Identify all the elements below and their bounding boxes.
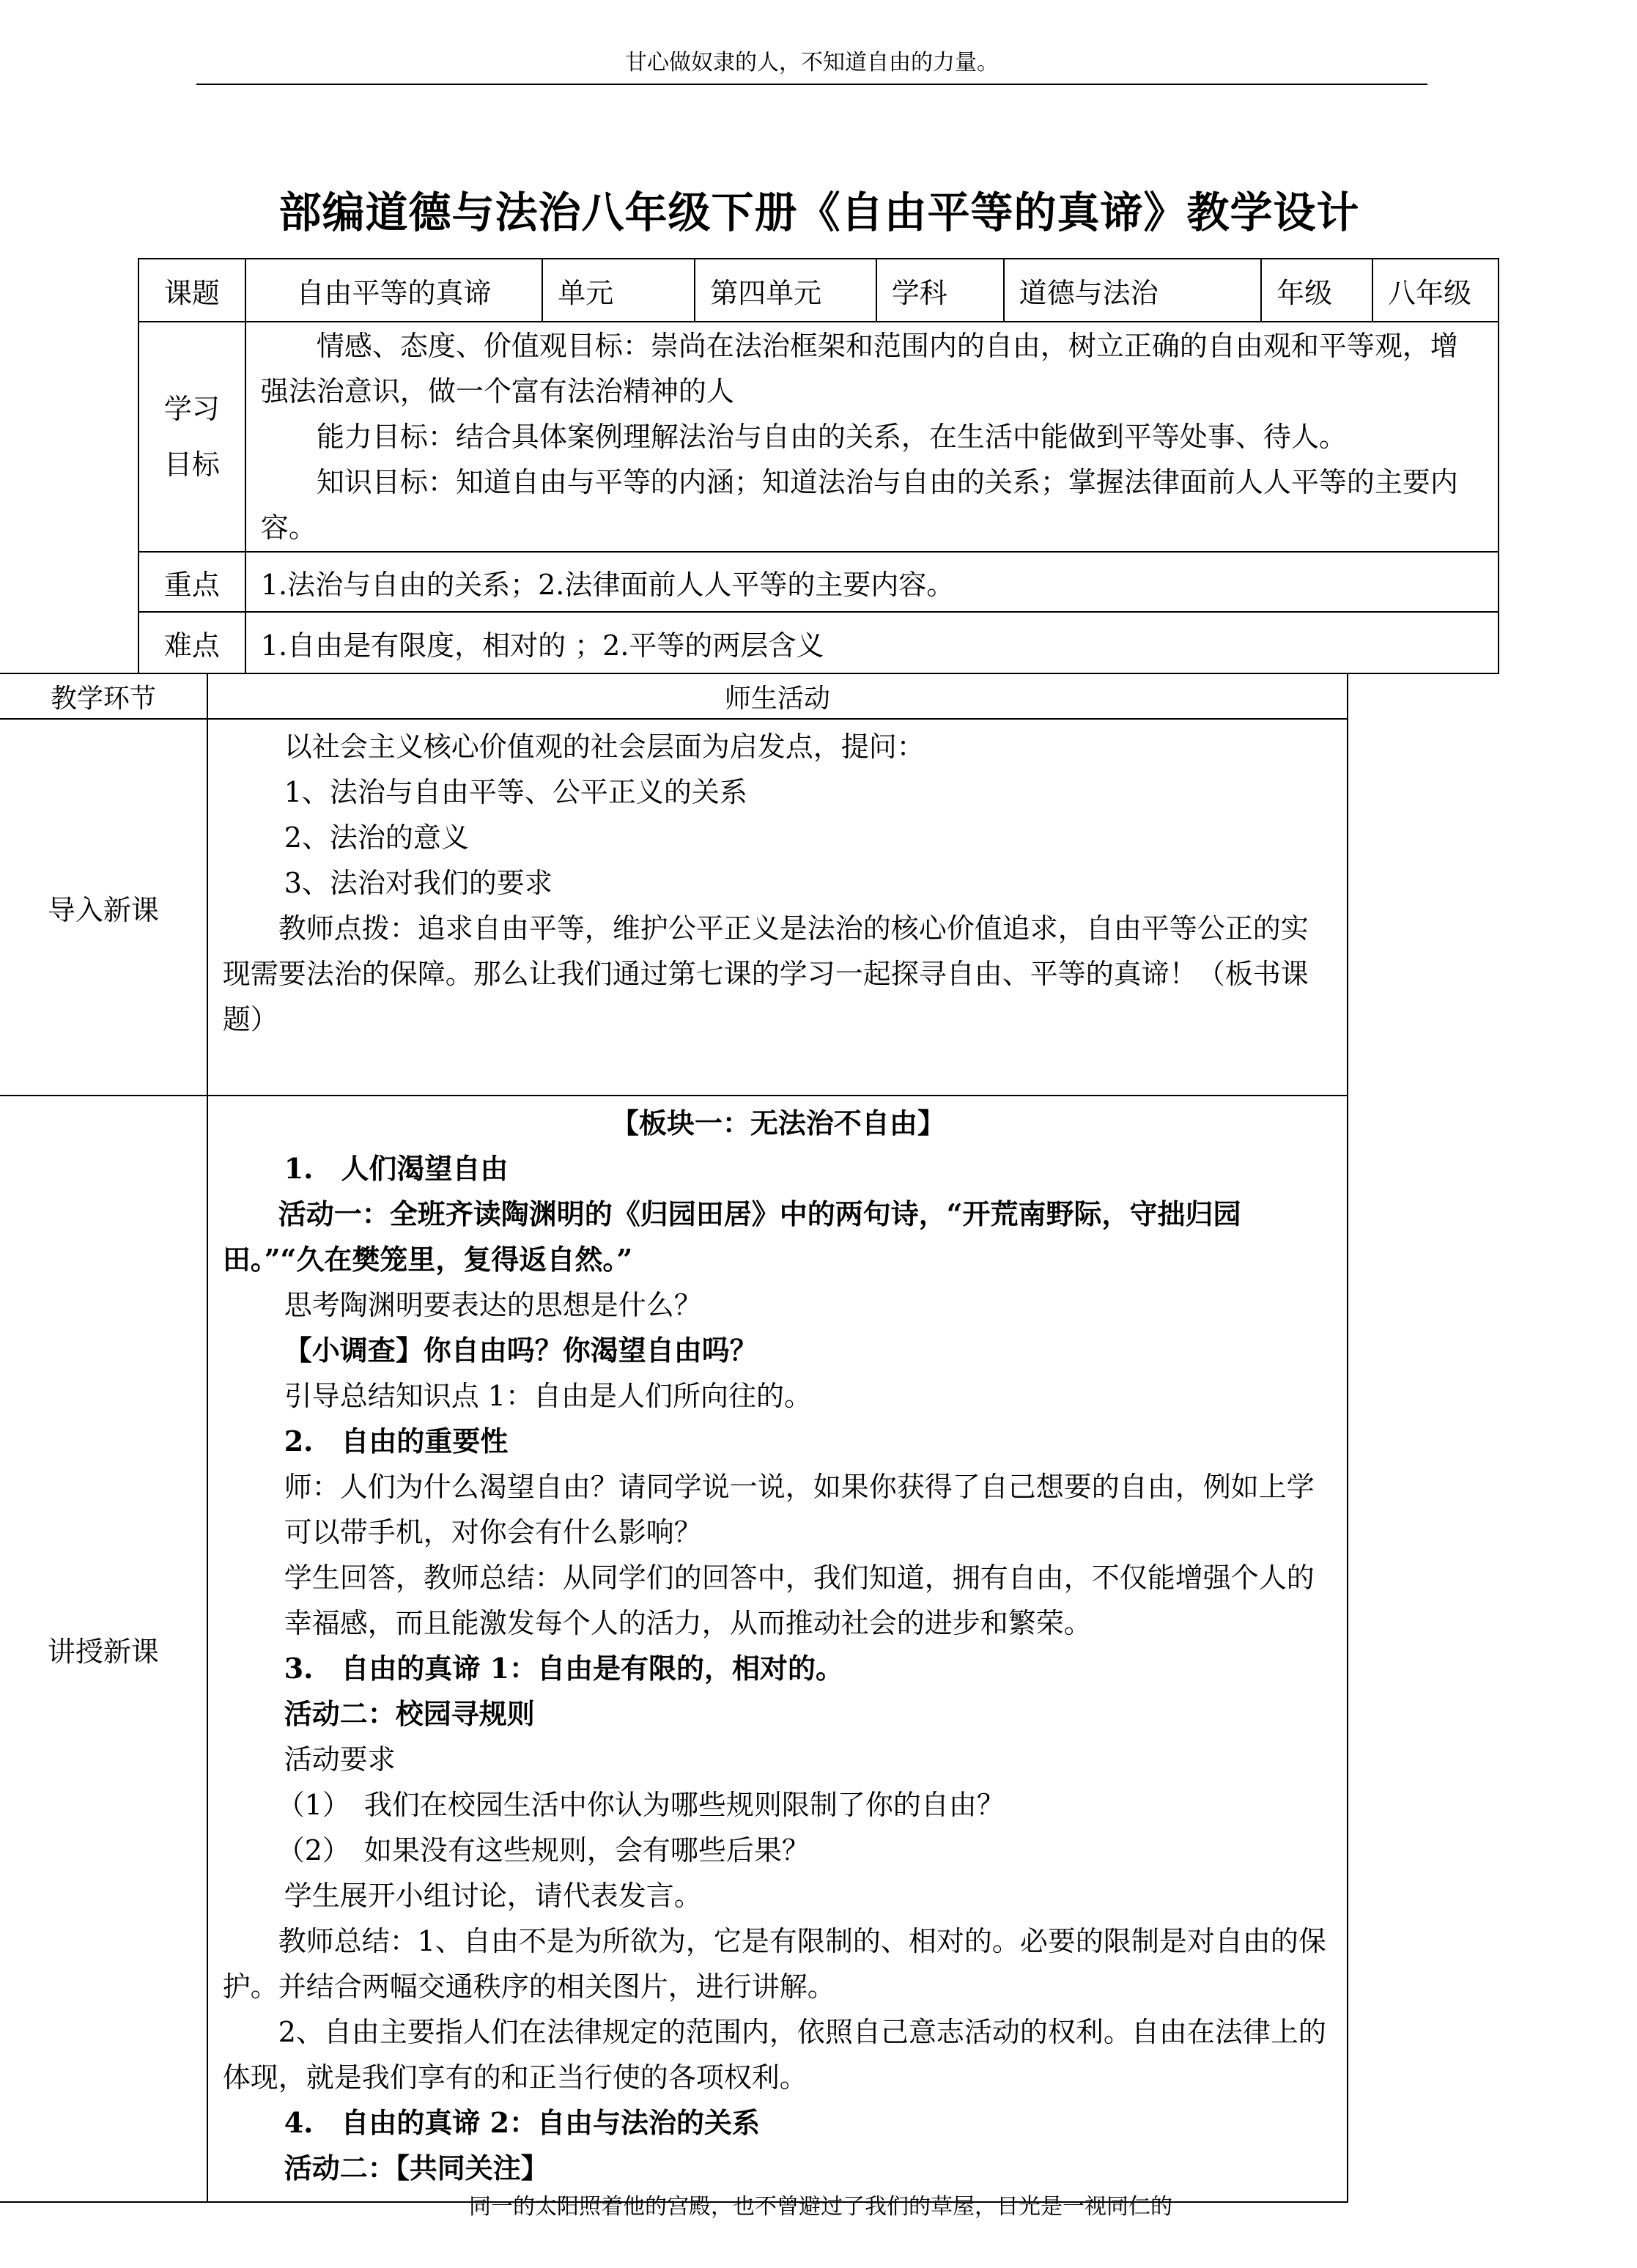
main-stage-label: 讲授新课 xyxy=(0,1096,207,2202)
subheading: 3. 自由的真谛 1：自由是有限的，相对的。 xyxy=(284,1652,844,1685)
goals-row xyxy=(138,322,1499,552)
text-line: 2、自由主要指人们在法律规定的范围内，依照自己意志活动的权利。自由在法律上的体现，就是我们享有的和正当行使的各项权利。 xyxy=(222,2016,1326,2094)
difficulty-label: 难点 xyxy=(138,612,245,673)
activity-column-header: 师生活动 xyxy=(207,673,1348,719)
text-line: 教师总结：1、自由不是为所欲为，它是有限制的、相对的。必要的限制是对自由的保护。并结合两幅交通秩序的相关图片，进行讲解。 xyxy=(222,1925,1326,2003)
lesson-info-table xyxy=(138,258,1499,674)
intro-line: 以社会主义核心价值观的社会层面为启发点，提问： xyxy=(284,731,925,763)
survey-line: 【小调查】你自由吗？你渴望自由吗？ xyxy=(284,1334,758,1367)
intro-line: 2、法治的意义 xyxy=(284,821,469,854)
text-line: （1） 我们在校园生活中你认为哪些规则限制了你的自由？ xyxy=(276,1789,1005,1821)
grade-label: 年级 xyxy=(1261,259,1372,322)
header-rule xyxy=(196,84,1427,85)
goal-ability: 能力目标：结合具体案例理解法治与自由的关系，在生活中能做到平等处事、待人。 xyxy=(316,421,1347,453)
text-line: 学生展开小组讨论，请代表发言。 xyxy=(284,1880,702,1912)
text-line: （2） 如果没有这些规则，会有哪些后果？ xyxy=(276,1834,810,1866)
intro-line: 1、法治与自由平等、公平正义的关系 xyxy=(284,776,747,808)
header-quote: 甘心做奴隶的人，不知道自由的力量。 xyxy=(625,50,999,75)
subheading: 1. 人们渴望自由 xyxy=(284,1152,509,1185)
footer-quote: 同一的太阳照着他的宫殿，也不曾避过了我们的草屋，日光是一视同仁的 xyxy=(469,2194,1172,2220)
grade-value: 八年级 xyxy=(1372,259,1499,322)
document-title: 部编道德与法治八年级下册《自由平等的真谛》教学设计 xyxy=(278,188,1360,237)
goal-knowledge: 知识目标：知道自由与平等的内涵；知道法治与自由的关系；掌握法律面前人人平等的主要内容。 xyxy=(260,466,1458,544)
difficulty-row xyxy=(138,612,1499,673)
activity-line: 活动二：【共同关注】 xyxy=(284,2151,549,2184)
text-line: 引导总结知识点 1：自由是人们所向往的。 xyxy=(284,1380,812,1412)
key-points-label: 重点 xyxy=(138,552,245,612)
topic-value: 自由平等的真谛 xyxy=(245,259,542,322)
intro-content xyxy=(207,719,1348,1096)
goals-label xyxy=(138,322,245,552)
text-line: 活动要求 xyxy=(284,1743,396,1776)
subheading: 4. 自由的真谛 2：自由与法治的关系 xyxy=(284,2106,761,2139)
text-line: 师：人们为什么渴望自由？请同学说一说，如果你获得了自己想要的自由，例如上学可以带手机，对你会有什么影响？ xyxy=(284,1471,1315,1548)
intro-stage-label: 导入新课 xyxy=(0,719,207,1096)
main-lesson-row xyxy=(0,1096,1348,2202)
unit-value: 第四单元 xyxy=(695,259,876,322)
intro-line: 教师点拨：追求自由平等，维护公平正义是法治的核心价值追求，自由平等公正的实现需要法治的保障。那么让我们通过第七课的学习一起探寻自由、平等的真谛！（板书课题） xyxy=(222,912,1309,1035)
subject-label: 学科 xyxy=(876,259,1004,322)
teaching-process-table xyxy=(0,673,1348,2203)
key-points-text: 1.法治与自由的关系；2.法律面前人人平等的主要内容。 xyxy=(245,552,1499,612)
goals-content xyxy=(245,322,1499,552)
intro-line: 3、法治对我们的要求 xyxy=(284,867,553,899)
subheading: 2. 自由的重要性 xyxy=(284,1425,509,1458)
subject-value: 道德与法治 xyxy=(1004,259,1262,322)
goals-label-line1: 学习 xyxy=(163,393,220,425)
activity-line: 活动二：校园寻规则 xyxy=(284,1697,535,1730)
goal-emotion: 情感、态度、价值观目标：崇尚在法治框架和范围内的自由，树立正确的自由观和平等观，增强法治意识，做一个富有法治精神的人 xyxy=(260,330,1458,407)
intro-row xyxy=(0,719,1348,1096)
topic-label: 课题 xyxy=(138,259,245,322)
goals-label-line2: 目标 xyxy=(163,448,220,481)
info-row xyxy=(138,259,1499,322)
key-points-row xyxy=(138,552,1499,612)
process-header-row xyxy=(0,673,1348,719)
section-heading: 【板块一：无法治不自由】 xyxy=(610,1107,945,1139)
text-line: 思考陶渊明要表达的思想是什么？ xyxy=(284,1289,702,1321)
stage-column-header: 教学环节 xyxy=(0,673,207,719)
unit-label: 单元 xyxy=(542,259,695,322)
activity-line: 活动一：全班齐读陶渊明的《归园田居》中的两句诗，“开荒南野际，守拙归园田。”“久在樊笼里，复得返自然。” xyxy=(222,1197,1241,1276)
main-content xyxy=(207,1096,1348,2202)
text-line: 学生回答，教师总结：从同学们的回答中，我们知道，拥有自由，不仅能增强个人的幸福感，而且能激发每个人的活力，从而推动社会的进步和繁荣。 xyxy=(284,1562,1315,1639)
difficulty-text: 1.自由是有限度，相对的 ；2.平等的两层含义 xyxy=(245,612,1499,673)
